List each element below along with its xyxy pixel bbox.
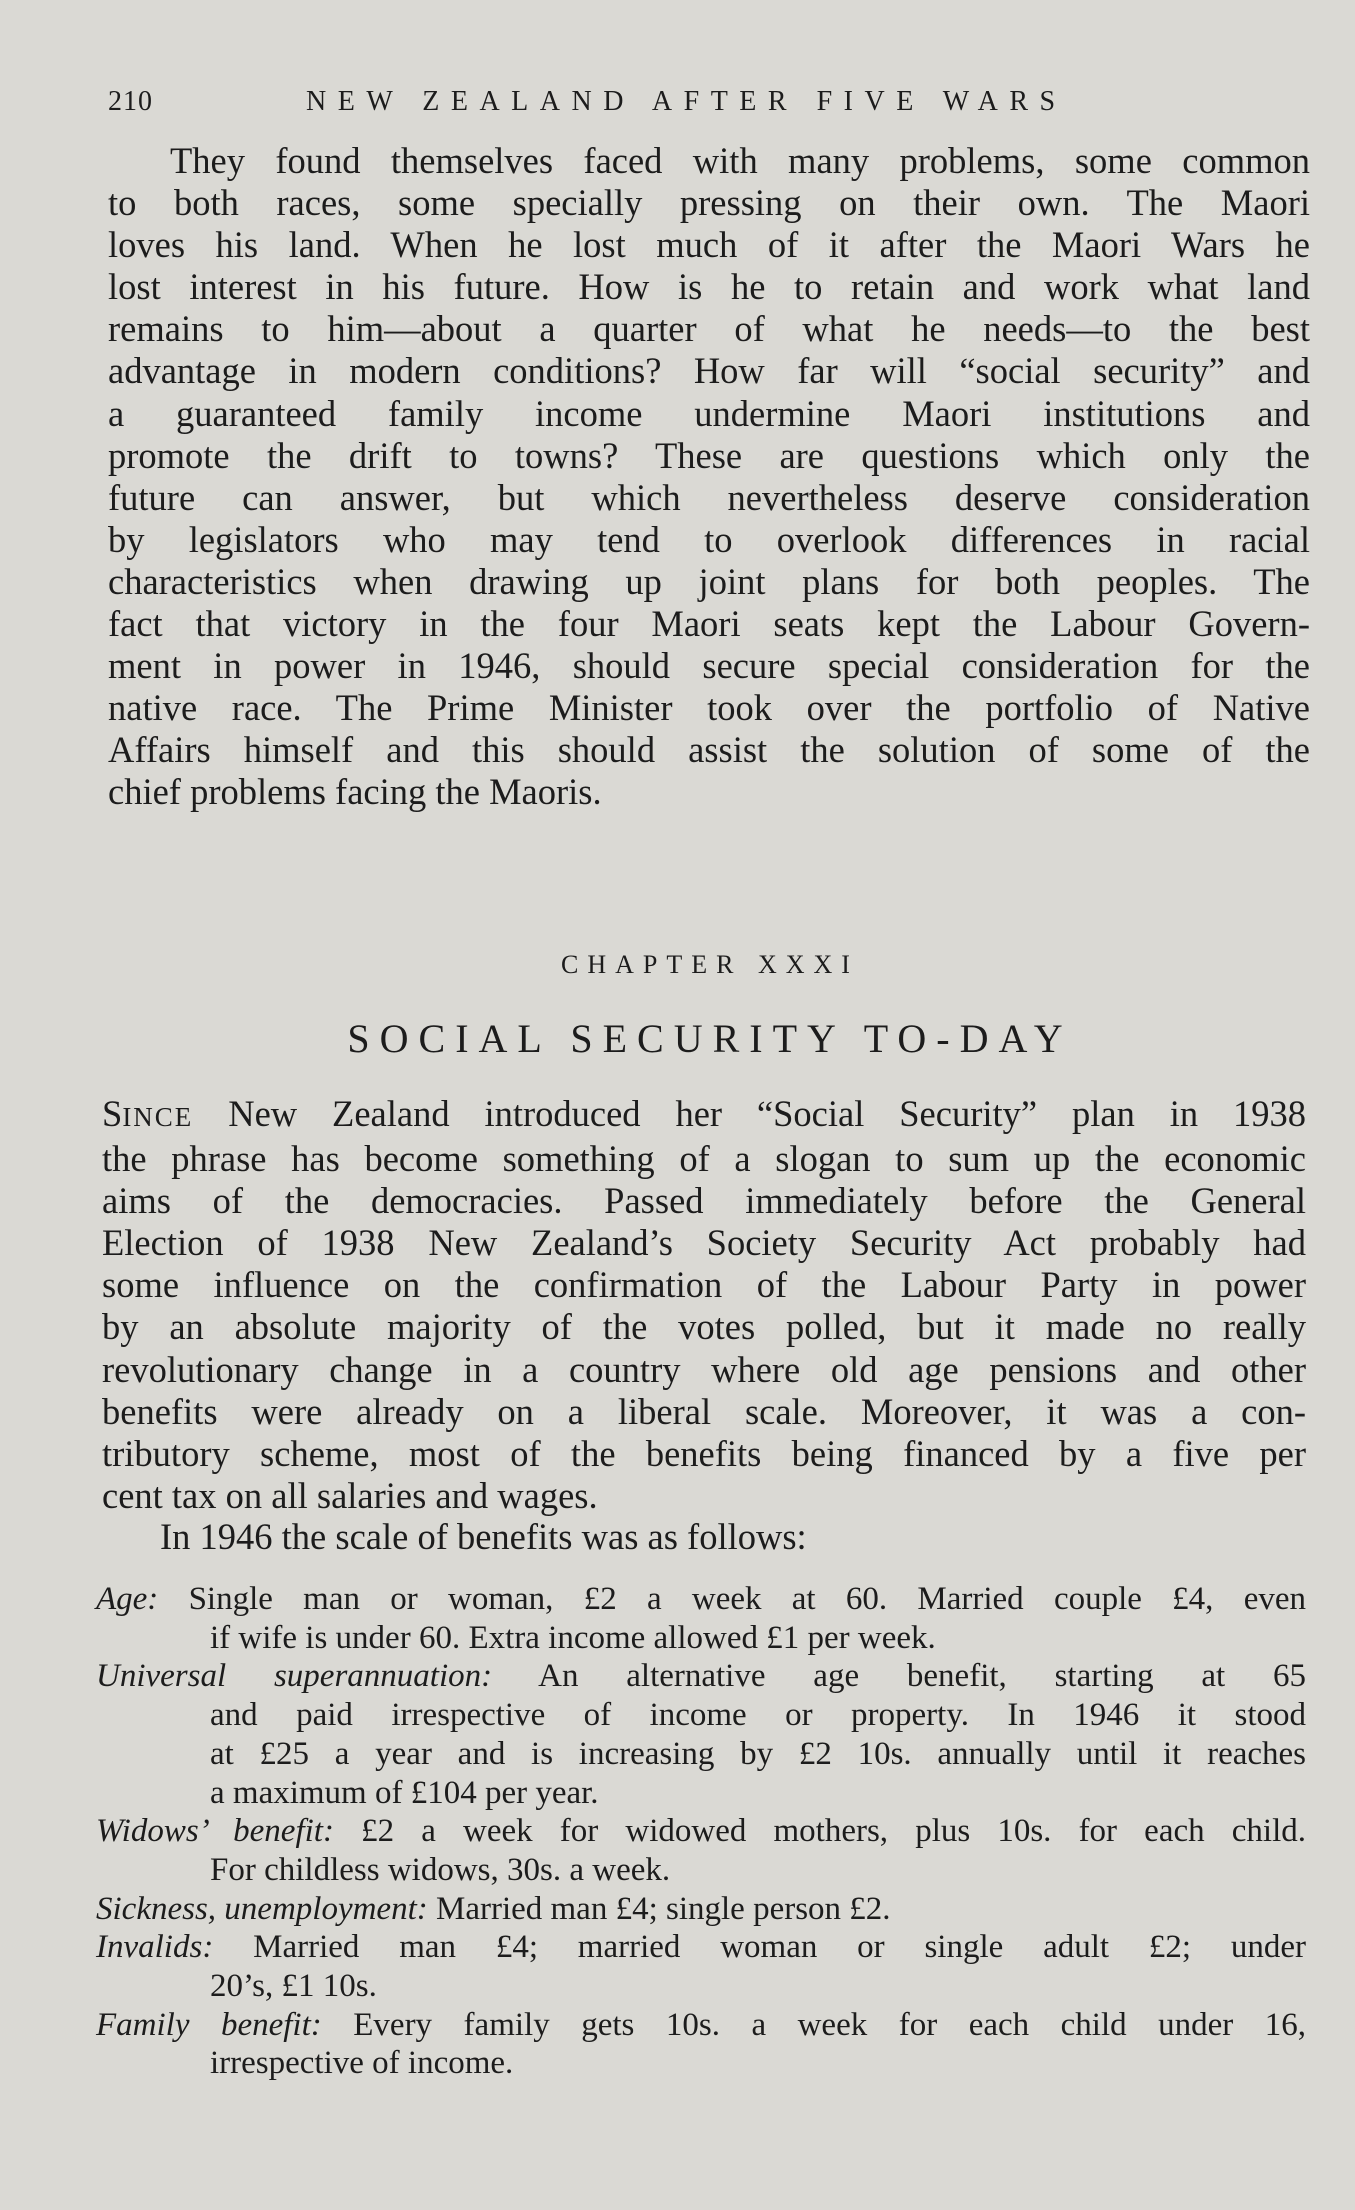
benefits-list — [96, 1580, 1306, 2083]
paragraph-line: some influence on the confirmation of the Labour Party in power — [102, 1264, 1306, 1306]
paragraph-line: They found themselves faced with many problems, some common — [170, 140, 1310, 181]
benefit-term: Family benefit: — [96, 2006, 322, 2043]
first-line-text: New Zealand introduced her “Social Security” plan in 1938 — [228, 1093, 1307, 1134]
benefit-text: £2 a week for widowed mothers, plus 10s. for each child. — [333, 1813, 1306, 1850]
chapter-label: CHAPTER XXXI — [561, 950, 859, 979]
paragraph-line: lost interest in his future. How is he to retain and work what land — [108, 266, 1310, 308]
benefit-first-line — [96, 1890, 1306, 1929]
benefit-term: Invalids: — [96, 1929, 214, 1966]
paragraph-line: advantage in modern conditions? How far will “social security” and — [108, 350, 1310, 392]
paragraph-line: fact that victory in the four Maori seats kept the Labour Govern- — [108, 603, 1310, 645]
paragraph-line: the phrase has become something of a slogan to sum up the economic — [102, 1138, 1306, 1180]
paragraph-line — [102, 1093, 1306, 1138]
benefit-first-line — [96, 1657, 1306, 1696]
benefit-item — [96, 1580, 1306, 1657]
benefit-first-line — [96, 2006, 1306, 2045]
benefit-item — [96, 1657, 1306, 1812]
running-title: NEW ZEALAND AFTER FIVE WARS — [306, 86, 1067, 117]
paragraph-social-security-intro — [102, 1093, 1306, 1517]
paragraph-line: revolutionary change in a country where old age pensions and other — [102, 1348, 1306, 1390]
benefit-text: Married man £4; single person £2. — [427, 1890, 891, 1927]
running-head — [108, 82, 1128, 122]
paragraph-benefits-intro: In 1946 the scale of benefits was as follows: — [160, 1516, 807, 1557]
benefit-term: Age: — [96, 1581, 159, 1617]
page-number: 210 — [108, 86, 153, 117]
small-caps-rest: INCE — [122, 1102, 194, 1132]
paragraph-line: benefits were already on a liberal scale. Moreover, it was a con- — [102, 1390, 1306, 1432]
benefit-text: An alternative age benefit, starting at 65 — [492, 1658, 1306, 1695]
benefit-term: Sickness, unemployment: — [96, 1890, 428, 1927]
paragraph-line: future can answer, but which nevertheless deserve consideration — [108, 476, 1310, 518]
benefit-item — [96, 1812, 1306, 1889]
paragraph-line: Election of 1938 New Zealand’s Society Security Act probably had — [102, 1222, 1306, 1264]
benefit-first-line — [96, 1580, 1306, 1619]
benefit-item — [96, 1890, 1306, 1929]
benefit-continuation-line: irrespective of income. — [210, 2045, 514, 2082]
benefit-continuation-line: 20’s, £1 10s. — [210, 1968, 377, 2005]
benefit-first-line — [96, 1928, 1306, 1967]
benefit-term: Universal superannuation: — [96, 1658, 493, 1695]
benefit-text: Single man or woman, £2 a week at 60. Married couple £4, even — [158, 1581, 1306, 1617]
paragraph-line: cent tax on all salaries and wages. — [102, 1474, 598, 1516]
benefit-first-line — [96, 1812, 1306, 1851]
paragraph-line: aims of the democracies. Passed immediately before the General — [102, 1180, 1306, 1222]
paragraph-line: characteristics when drawing up joint plans for both peoples. The — [108, 560, 1310, 602]
paragraph-line: remains to him—about a quarter of what he needs—to the best — [108, 308, 1310, 350]
paragraph-line: tributory scheme, most of the benefits being financed by a five per — [102, 1432, 1306, 1474]
benefit-continuation-line: a maximum of £104 per year. — [210, 1774, 599, 1811]
benefit-text: Every family gets 10s. a week for each child under 16, — [321, 2006, 1306, 2043]
paragraph-line: a guaranteed family income undermine Maori institutions and — [108, 392, 1310, 434]
benefit-item — [96, 1928, 1306, 2005]
paragraph-line: to both races, some specially pressing on their own. The Maori — [108, 182, 1310, 224]
chapter-title: SOCIAL SECURITY TO-DAY — [347, 1016, 1073, 1061]
paragraph-maori-problems — [108, 140, 1310, 814]
paragraph-line: chief problems facing the Maoris. — [108, 771, 602, 813]
paragraph-line: loves his land. When he lost much of it after the Maori Wars he — [108, 224, 1310, 266]
small-caps-initial: S — [102, 1093, 123, 1134]
paragraph-line: ment in power in 1946, should secure special consideration for the — [108, 645, 1310, 687]
benefit-term: Widows’ benefit: — [96, 1813, 334, 1850]
benefit-item — [96, 2006, 1306, 2083]
paragraph-line: by legislators who may tend to overlook differences in racial — [108, 518, 1310, 560]
paragraph-line: promote the drift to towns? These are questions which only the — [108, 434, 1310, 476]
benefit-continuation-line: and paid irrespective of income or property. In 1946 it stood — [210, 1697, 1306, 1734]
benefit-text: Married man £4; married woman or single adult £2; under — [213, 1929, 1306, 1966]
paragraph-line: by an absolute majority of the votes polled, but it made no really — [102, 1306, 1306, 1348]
benefit-continuation-line: if wife is under 60. Extra income allowed £1 per week. — [210, 1619, 936, 1656]
benefit-continuation-line: at £25 a year and is increasing by £2 10s. annually until it reaches — [210, 1735, 1306, 1772]
paragraph-line: Affairs himself and this should assist the solution of some of the — [108, 729, 1310, 771]
benefit-continuation-line: For childless widows, 30s. a week. — [210, 1851, 671, 1888]
paragraph-line: native race. The Prime Minister took over the portfolio of Native — [108, 687, 1310, 729]
